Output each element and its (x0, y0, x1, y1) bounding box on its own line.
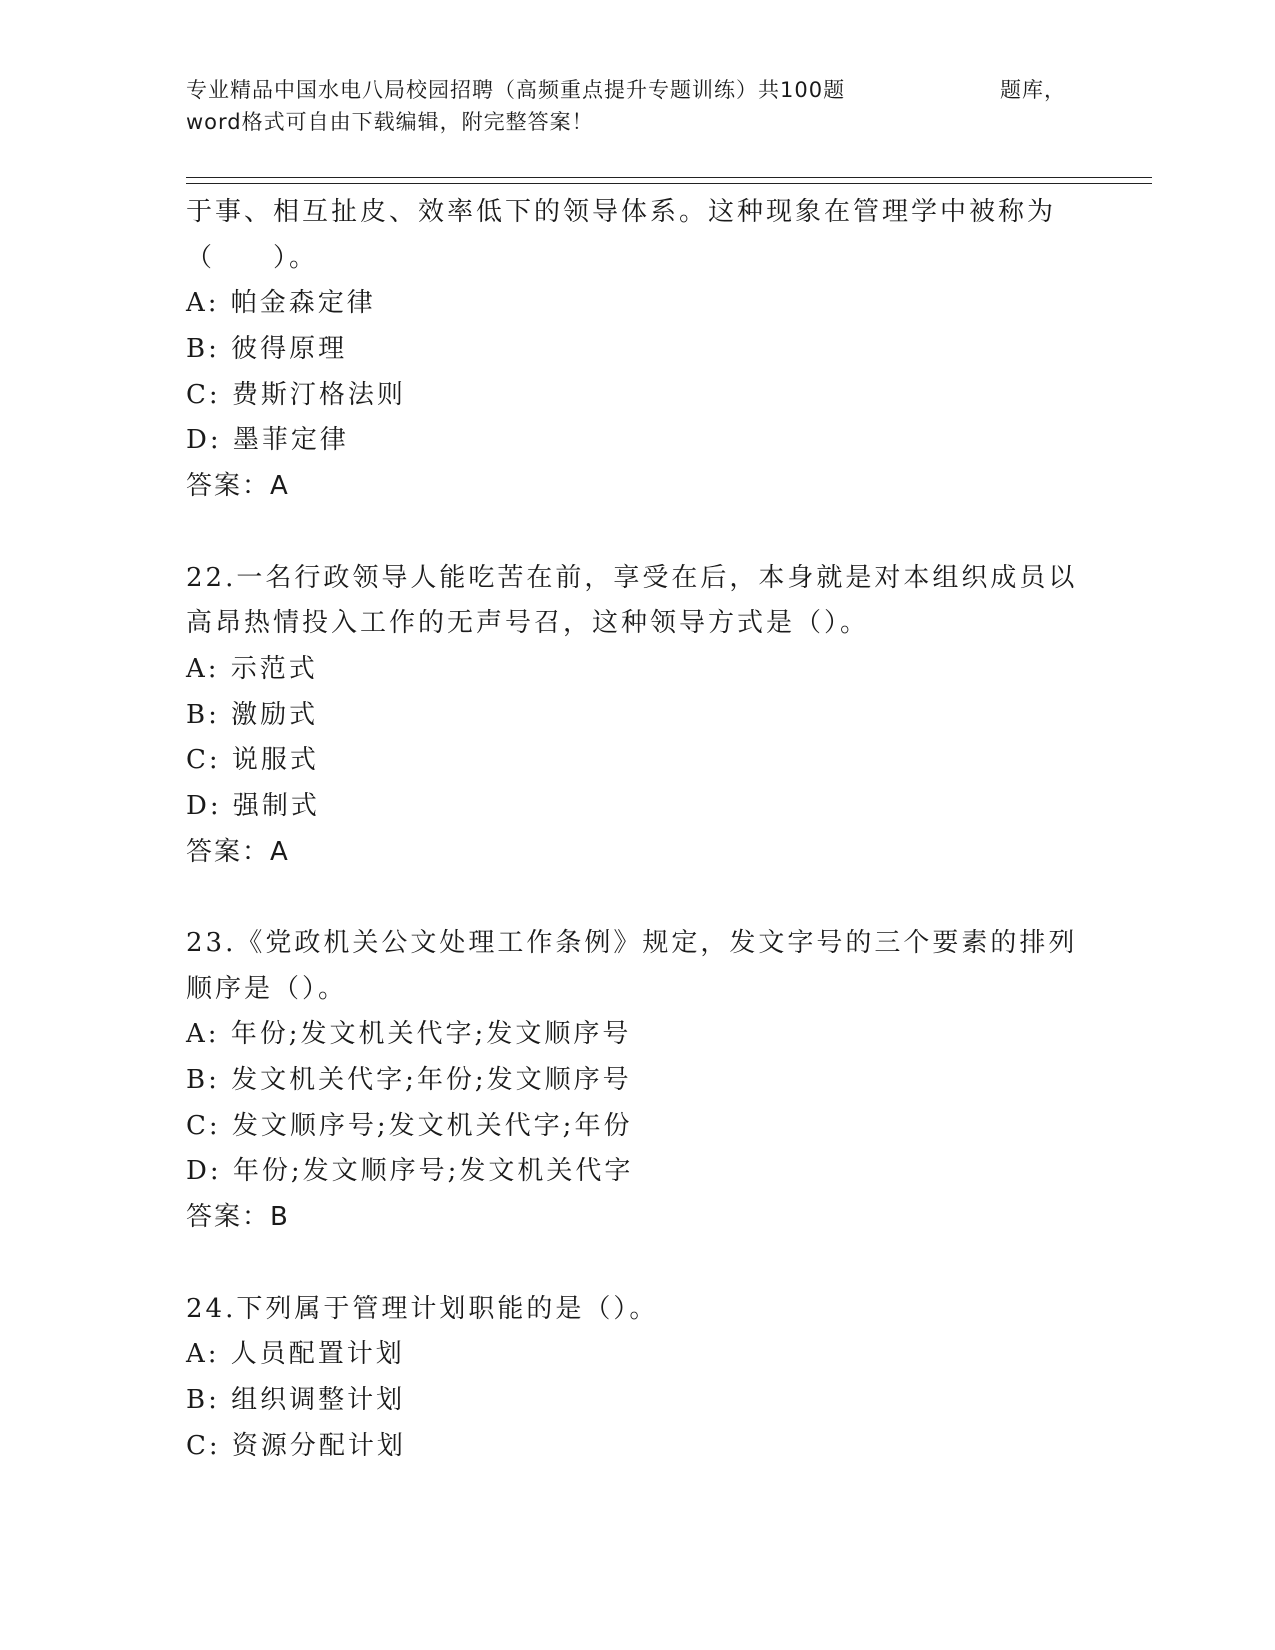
header-subtitle: word格式可自由下载编辑，附完整答案！ (186, 110, 594, 134)
answer-text: 答案：A (186, 471, 290, 502)
question-block (186, 190, 1086, 510)
spacer (186, 1241, 1086, 1287)
question-text: 23.《党政机关公文处理工作条例》规定，发文字号的三个要素的排列 (186, 928, 1078, 958)
option-d: D: 年份;发文顺序号;发文机关代字 (186, 1156, 634, 1187)
option-b: B: 组织调整计划 (186, 1384, 406, 1415)
question-text: 高昂热情投入工作的无声号召，这种领导方式是（）。 (186, 608, 870, 639)
question-text: 24.下列属于管理计划职能的是（）。 (186, 1293, 659, 1324)
option-c: C: 费斯汀格法则 (186, 379, 406, 410)
header-line-1 (186, 74, 1066, 106)
question-list (186, 190, 1086, 1469)
question-text: 顺序是（）。 (186, 973, 348, 1004)
page-header (186, 74, 1066, 138)
header-divider-bottom (186, 183, 1152, 184)
spacer (186, 510, 1086, 556)
option-a: A: 年份;发文机关代字;发文顺序号 (186, 1019, 632, 1050)
question-text: 于事、相互扯皮、效率低下的领导体系。这种现象在管理学中被称为 (186, 197, 1057, 227)
question-block (186, 921, 1086, 1241)
option-c: C: 资源分配计划 (186, 1430, 406, 1461)
question-text: 22.一名行政领导人能吃苦在前，享受在后，本身就是对本组织成员以 (186, 562, 1078, 593)
option-c: C: 说服式 (186, 745, 319, 776)
answer-text: 答案：B (186, 1202, 290, 1233)
option-a: A: 帕金森定律 (186, 288, 376, 319)
option-d: D: 强制式 (186, 790, 320, 821)
option-d: D: 墨菲定律 (186, 425, 349, 456)
header-title-suffix: 题库， (1000, 78, 1066, 102)
answer-text: 答案：A (186, 836, 290, 867)
question-block (186, 556, 1086, 876)
header-title: 专业精品中国水电八局校园招聘（高频重点提升专题训练）共100题 (186, 78, 846, 102)
header-divider-top (186, 177, 1152, 178)
option-b: B: 激励式 (186, 699, 319, 730)
question-block (186, 1287, 1086, 1470)
option-a: A: 人员配置计划 (186, 1339, 405, 1370)
option-b: B: 发文机关代字;年份;发文顺序号 (186, 1065, 632, 1096)
option-a: A: 示范式 (186, 653, 318, 684)
option-c: C: 发文顺序号;发文机关代字;年份 (186, 1110, 633, 1141)
option-b: B: 彼得原理 (186, 334, 348, 365)
spacer (186, 875, 1086, 921)
question-text: （ ）。 (186, 242, 319, 273)
